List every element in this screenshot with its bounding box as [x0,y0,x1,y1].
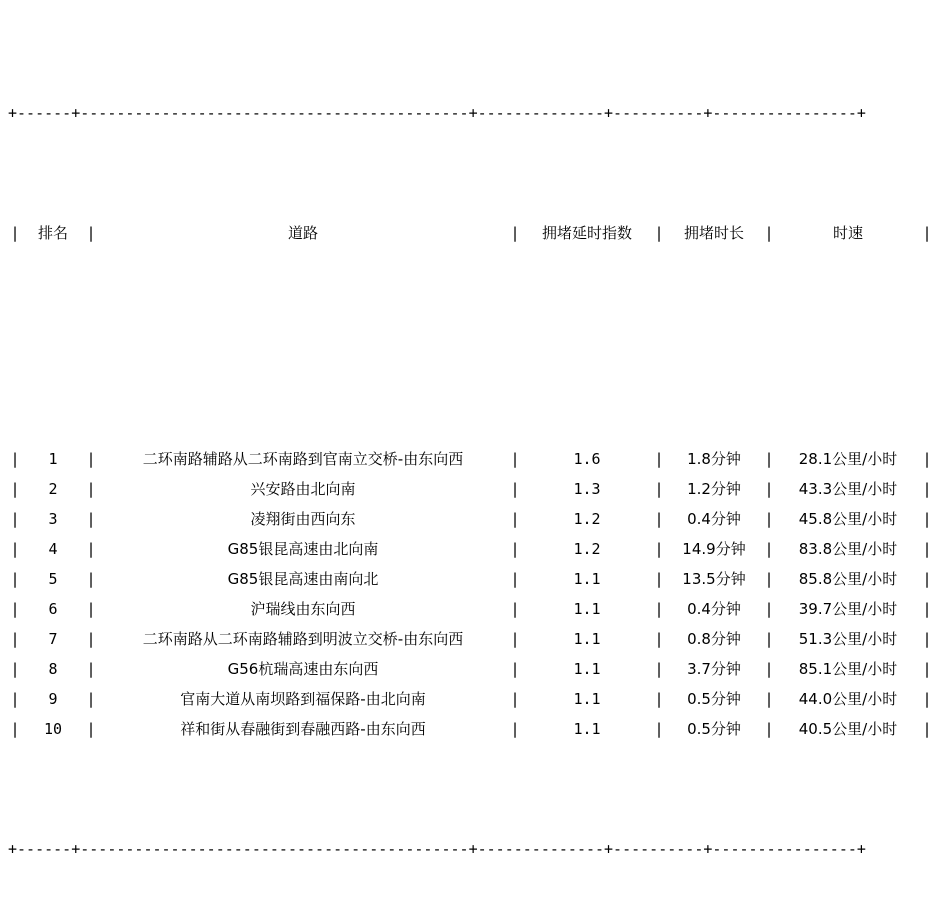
cell-index: 1.1 [573,660,601,678]
row-separator: | [510,720,520,738]
cell-speed: 85.8公里/小时 [798,570,898,588]
row-separator: | [510,510,520,528]
row-separator: | [10,510,20,528]
row-separator: | [510,690,520,708]
table-row [0,444,932,474]
row-separator: | [654,660,664,678]
row-separator: | [922,690,932,708]
row-separator: | [10,630,20,648]
row-separator: | [654,540,664,558]
row-separator: | [86,570,96,588]
row-separator: | [764,600,774,618]
row-separator: | [764,510,774,528]
cell-index: 1.2 [573,510,601,528]
header-sep-5: | [922,224,932,242]
row-separator: | [10,480,20,498]
row-separator: | [922,720,932,738]
cell-speed: 28.1公里/小时 [798,450,898,468]
header-sep-0: | [10,224,20,242]
header-sep-1: | [86,224,96,242]
row-separator: | [764,660,774,678]
row-separator: | [10,540,20,558]
header-body-gap [0,338,896,354]
row-separator: | [764,480,774,498]
row-separator: | [654,480,664,498]
table-header-row [0,218,932,248]
cell-rank: 3 [48,510,58,528]
row-separator: | [764,720,774,738]
row-separator: | [922,510,932,528]
row-separator: | [510,630,520,648]
row-separator: | [86,660,96,678]
row-separator: | [86,630,96,648]
column-header-speed: 时速 [832,224,863,242]
cell-rank: 2 [48,480,58,498]
cell-duration: 1.8分钟 [687,450,741,468]
cell-duration: 3.7分钟 [687,660,741,678]
cell-speed: 40.5公里/小时 [798,720,898,738]
column-header-rank: 排名 [37,224,68,242]
cell-speed: 83.8公里/小时 [798,540,898,558]
table-row [0,534,932,564]
row-separator: | [922,630,932,648]
cell-rank: 8 [48,660,58,678]
cell-duration: 14.9分钟 [682,540,746,558]
cell-rank: 4 [48,540,58,558]
row-separator: | [922,600,932,618]
cell-index: 1.3 [573,480,601,498]
row-separator: | [654,510,664,528]
cell-rank: 9 [48,690,58,708]
row-separator: | [922,570,932,588]
cell-duration: 0.5分钟 [687,690,741,708]
table-body [0,444,932,744]
cell-road: G85银昆高速由南向北 [227,570,379,588]
cell-road: 沪瑞线由东向西 [250,600,356,618]
table-top-border: +------+-------------------------------------------+--------------+----------+----------------+ [8,104,866,122]
table-row [0,624,932,654]
row-separator: | [86,690,96,708]
table-row [0,474,932,504]
cell-road: 祥和街从春融街到春融西路-由东向西 [180,720,426,738]
cell-road: 官南大道从南坝路到福保路-由北向南 [180,690,426,708]
cell-speed: 43.3公里/小时 [798,480,898,498]
row-separator: | [764,690,774,708]
table-row [0,684,932,714]
row-separator: | [922,540,932,558]
cell-rank: 1 [48,450,58,468]
row-separator: | [510,450,520,468]
row-separator: | [10,570,20,588]
row-separator: | [922,660,932,678]
cell-speed: 45.8公里/小时 [798,510,898,528]
cell-index: 1.1 [573,630,601,648]
table-bottom-border: +------+-------------------------------------------+--------------+----------+----------------+ [8,840,866,858]
cell-duration: 13.5分钟 [682,570,746,588]
cell-road: 兴安路由北向南 [250,480,356,498]
row-separator: | [10,600,20,618]
row-separator: | [86,540,96,558]
row-separator: | [654,570,664,588]
row-separator: | [510,540,520,558]
header-sep-4: | [764,224,774,242]
cell-rank: 7 [48,630,58,648]
row-separator: | [510,570,520,588]
cell-rank: 5 [48,570,58,588]
row-separator: | [86,600,96,618]
row-separator: | [654,720,664,738]
cell-rank: 10 [43,720,63,738]
cell-speed: 44.0公里/小时 [798,690,898,708]
cell-duration: 0.8分钟 [687,630,741,648]
cell-road: G85银昆高速由北向南 [227,540,379,558]
row-separator: | [86,510,96,528]
cell-road: G56杭瑞高速由东向西 [227,660,379,678]
cell-duration: 0.4分钟 [687,510,741,528]
column-header-index: 拥堵延时指数 [541,224,632,242]
header-sep-2: | [510,224,520,242]
row-separator: | [86,450,96,468]
cell-road: 凌翔街由西向东 [250,510,356,528]
cell-duration: 0.5分钟 [687,720,741,738]
cell-speed: 39.7公里/小时 [798,600,898,618]
row-separator: | [510,480,520,498]
row-separator: | [510,660,520,678]
cell-index: 1.2 [573,540,601,558]
row-separator: | [654,600,664,618]
column-header-road: 道路 [287,224,318,242]
cell-index: 1.1 [573,690,601,708]
cell-duration: 1.2分钟 [687,480,741,498]
cell-index: 1.1 [573,570,601,588]
cell-speed: 51.3公里/小时 [798,630,898,648]
row-separator: | [764,540,774,558]
row-separator: | [654,690,664,708]
header-sep-3: | [654,224,664,242]
table-row [0,594,932,624]
cell-index: 1.6 [573,450,601,468]
row-separator: | [10,690,20,708]
row-separator: | [510,600,520,618]
row-separator: | [764,570,774,588]
cell-duration: 0.4分钟 [687,600,741,618]
row-separator: | [764,630,774,648]
row-separator: | [922,480,932,498]
table-row [0,504,932,534]
table-row [0,714,932,744]
cell-index: 1.1 [573,600,601,618]
row-separator: | [10,660,20,678]
table-row [0,654,932,684]
row-separator: | [10,720,20,738]
cell-speed: 85.1公里/小时 [798,660,898,678]
row-separator: | [86,720,96,738]
cell-road: 二环南路从二环南路辅路到明波立交桥-由东向西 [142,630,464,648]
row-separator: | [654,450,664,468]
table-row [0,564,932,594]
row-separator: | [922,450,932,468]
cell-rank: 6 [48,600,58,618]
row-separator: | [654,630,664,648]
row-separator: | [10,450,20,468]
row-separator: | [86,480,96,498]
cell-index: 1.1 [573,720,601,738]
row-separator: | [764,450,774,468]
cell-road: 二环南路辅路从二环南路到官南立交桥-由东向西 [142,450,464,468]
column-header-duration: 拥堵时长 [683,224,744,242]
